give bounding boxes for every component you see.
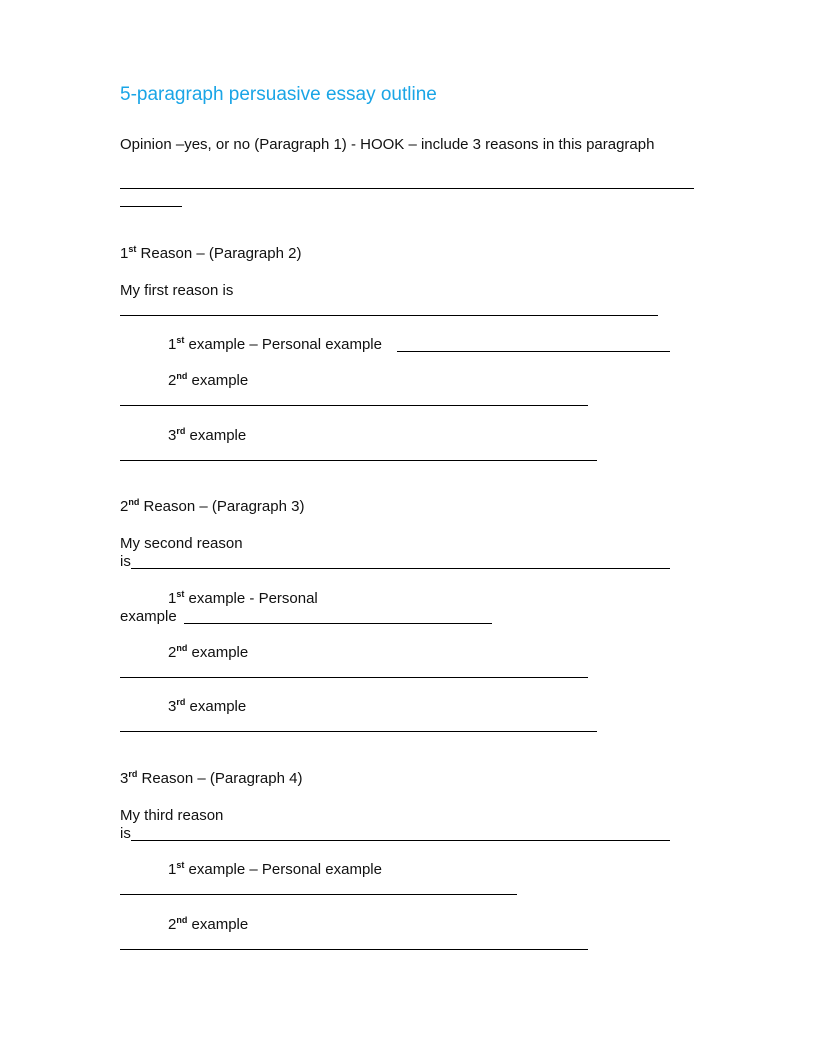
reason-2-example-1-wrap: example xyxy=(120,608,177,625)
reason-2-lead-is: is xyxy=(120,553,131,570)
reason-3-heading: 3rd Reason – (Paragraph 4) xyxy=(120,769,303,787)
reason-1-example-1-line[interactable] xyxy=(397,351,670,352)
reason-2-answer-line[interactable] xyxy=(131,568,670,569)
reason-2-example-3: 3rd example xyxy=(168,697,247,715)
reason-2-example-2-line[interactable] xyxy=(120,677,588,678)
reason-2-lead: My second reason xyxy=(120,535,243,552)
reason-2-example-3-line[interactable] xyxy=(120,731,597,732)
opinion-prompt xyxy=(120,136,654,153)
reason-3-example-2: 2nd example xyxy=(168,915,249,933)
reason-1-heading: 1st Reason – (Paragraph 2) xyxy=(120,244,302,262)
reason-3-example-1-line[interactable] xyxy=(120,894,517,895)
reason-3-answer-line[interactable] xyxy=(131,840,670,841)
reason-2-heading: 2nd Reason – (Paragraph 3) xyxy=(120,497,305,515)
reason-1-example-1: 1st example – Personal example xyxy=(168,335,382,353)
reason-3-example-2-line[interactable] xyxy=(120,949,588,950)
opinion-rest: – include 3 reasons in this paragraph xyxy=(404,136,655,153)
reason-1-answer-line[interactable] xyxy=(120,315,658,316)
reason-1-example-3-line[interactable] xyxy=(120,460,597,461)
opinion-bold: Opinion –yes, or no (Paragraph 1) - HOOK xyxy=(120,136,405,153)
reason-3-example-1: 1st example – Personal example xyxy=(168,860,382,878)
opinion-answer-line-2[interactable] xyxy=(120,206,182,207)
page-title: 5-paragraph persuasive essay outline xyxy=(120,84,437,105)
reason-1-lead: My first reason is xyxy=(120,282,234,299)
reason-1-example-2-line[interactable] xyxy=(120,405,588,406)
reason-1-example-3: 3rd example xyxy=(168,426,247,444)
reason-2-example-1-line[interactable] xyxy=(184,623,492,624)
reason-2-example-1: 1st example - Personal xyxy=(168,589,318,607)
opinion-answer-line-1[interactable] xyxy=(120,188,694,189)
reason-3-lead: My third reason xyxy=(120,807,224,824)
reason-3-lead-is: is xyxy=(120,825,131,842)
reason-1-example-2: 2nd example xyxy=(168,371,249,389)
reason-2-example-2: 2nd example xyxy=(168,643,249,661)
